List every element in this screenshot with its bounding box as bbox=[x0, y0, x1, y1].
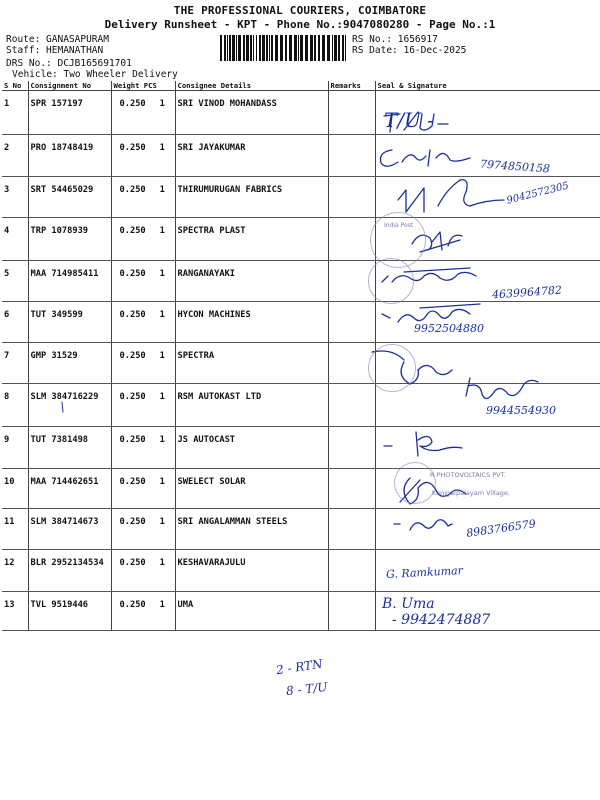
cell-sno: 8 bbox=[2, 384, 28, 427]
pcs-value: 1 bbox=[159, 517, 165, 527]
weight-value: 0.250 bbox=[119, 517, 146, 527]
cell-consignee: SRI ANGALAMMAN STEELS bbox=[175, 509, 328, 550]
pcs-value: 1 bbox=[159, 143, 165, 153]
weight-value: 0.250 bbox=[119, 99, 146, 109]
cell-consignment: PRO 18748419 bbox=[28, 135, 111, 177]
signature-row3 bbox=[398, 180, 504, 212]
signature-row8 bbox=[466, 378, 538, 399]
cell-consignment: BLR 2952134534 bbox=[28, 550, 111, 592]
round-stamp-row7 bbox=[368, 344, 416, 392]
pcs-value: 1 bbox=[159, 477, 165, 487]
handwritten-name-row12: G. Ramkumar bbox=[385, 563, 464, 582]
cell-consignee: SPECTRA PLAST bbox=[175, 218, 328, 261]
india-post-stamp-text: India Post bbox=[384, 222, 414, 229]
cell-consignment: SLM 384714673 bbox=[28, 509, 111, 550]
cell-sno: 12 bbox=[2, 550, 28, 592]
weight-value: 0.250 bbox=[119, 600, 146, 610]
cell-consignment: MAA 714462651 bbox=[28, 469, 111, 509]
pcs-value: 1 bbox=[159, 310, 165, 320]
pcs-value: 1 bbox=[159, 185, 165, 195]
pcs-value: 1 bbox=[159, 558, 165, 568]
cell-consignee: SPECTRA bbox=[175, 343, 328, 384]
pcs-value: 1 bbox=[159, 99, 165, 109]
weight-value: 0.250 bbox=[119, 558, 146, 568]
cell-sno: 9 bbox=[2, 427, 28, 469]
weight-value: 0.250 bbox=[119, 392, 146, 402]
pcs-value: 1 bbox=[159, 392, 165, 402]
col-header-seal: Seal & Signature bbox=[375, 81, 600, 91]
weight-value: 0.250 bbox=[119, 143, 146, 153]
cell-consignment: TVL 9519446 bbox=[28, 592, 111, 631]
signature-row9 bbox=[384, 432, 462, 456]
cell-sno: 2 bbox=[2, 135, 28, 177]
handwritten-arrow-row8 bbox=[62, 402, 63, 412]
weight-value: 0.250 bbox=[119, 185, 146, 195]
weight-value: 0.250 bbox=[119, 351, 146, 361]
col-header-consignment: Consignment No bbox=[28, 81, 111, 91]
col-header-sno: S No bbox=[2, 81, 28, 91]
rs-number: RS No.: 1656917 bbox=[352, 34, 438, 45]
company-title: THE PROFESSIONAL COURIERS, COIMBATORE bbox=[173, 4, 427, 17]
signature-row11 bbox=[394, 520, 452, 530]
col-header-consignee: Consignee Details bbox=[175, 81, 328, 91]
cell-consignee: THIRUMURUGAN FABRICS bbox=[175, 177, 328, 218]
round-stamp-row5 bbox=[368, 258, 414, 304]
weight-value: 0.250 bbox=[119, 269, 146, 279]
cell-sno: 7 bbox=[2, 343, 28, 384]
handwritten-phone-row8: 9944554930 bbox=[486, 404, 556, 417]
col-header-remarks: Remarks bbox=[328, 81, 375, 91]
weight-value: 0.250 bbox=[119, 435, 146, 445]
cell-consignment: MAA 714985411 bbox=[28, 261, 111, 302]
handwritten-phone-row6: 9952504880 bbox=[414, 322, 484, 335]
cell-consignment: GMP 31529 bbox=[28, 343, 111, 384]
cell-sno: 5 bbox=[2, 261, 28, 302]
cell-consignment: TUT 7381498 bbox=[28, 427, 111, 469]
signature-row6 bbox=[382, 304, 480, 322]
cell-consignment: SLM 384716229 bbox=[28, 384, 111, 427]
handwritten-phone-row2: 7974850158 bbox=[479, 157, 551, 176]
cell-consignee: KESHAVARAJULU bbox=[175, 550, 328, 592]
weight-value: 0.250 bbox=[119, 226, 146, 236]
handwritten-rtn-note: 2 - RTN bbox=[275, 656, 324, 678]
runsheet-subtitle: Delivery Runsheet - KPT - Phone No.:9047080280 - Page No.:1 bbox=[104, 18, 496, 31]
handwritten-phone-row3: 9042572305 bbox=[505, 180, 571, 207]
weight-value: 0.250 bbox=[119, 310, 146, 320]
handwritten-phone-row13: - 9942474887 bbox=[392, 612, 491, 628]
pcs-value: 1 bbox=[159, 226, 165, 236]
cell-sno: 10 bbox=[2, 469, 28, 509]
pcs-value: 1 bbox=[159, 351, 165, 361]
route-label: Route: GANASAPURAM bbox=[6, 34, 109, 45]
drs-number: DRS No.: DCJB165691701 bbox=[6, 58, 132, 69]
cell-sno: 13 bbox=[2, 592, 28, 631]
cell-sno: 4 bbox=[2, 218, 28, 261]
company-seal-row10 bbox=[394, 462, 436, 504]
cell-consignee: HYCON MACHINES bbox=[175, 302, 328, 343]
cell-consignee: SRI VINOD MOHANDASS bbox=[175, 91, 328, 135]
cell-consignment: SPR 157197 bbox=[28, 91, 111, 135]
pcs-value: 1 bbox=[159, 435, 165, 445]
handwritten-name-row13: B. Uma bbox=[382, 596, 435, 612]
vehicle-label: Vehicle: Two Wheeler Delivery bbox=[12, 69, 178, 80]
company-seal-text-2: Kanigaipalayam Village, bbox=[432, 489, 510, 497]
cell-sno: 3 bbox=[2, 177, 28, 218]
cell-consignee: RANGANAYAKI bbox=[175, 261, 328, 302]
cell-consignee: JS AUTOCAST bbox=[175, 427, 328, 469]
cell-consignment: TRP 1078939 bbox=[28, 218, 111, 261]
cell-consignment: TUT 349599 bbox=[28, 302, 111, 343]
cell-consignment: SRT 54465029 bbox=[28, 177, 111, 218]
col-header-weight-pcs: Weight PCS bbox=[111, 81, 175, 91]
cell-consignee: RSM AUTOKAST LTD bbox=[175, 384, 328, 427]
rs-date: RS Date: 16-Dec-2025 bbox=[352, 45, 467, 56]
cell-sno: 1 bbox=[2, 91, 28, 135]
pcs-value: 1 bbox=[159, 600, 165, 610]
cell-consignee: SRI JAYAKUMAR bbox=[175, 135, 328, 177]
signature-row2 bbox=[380, 150, 470, 166]
weight-value: 0.250 bbox=[119, 477, 146, 487]
handwritten-tu-row1: T/U - bbox=[384, 108, 435, 132]
pcs-value: 1 bbox=[159, 269, 165, 279]
cell-sno: 11 bbox=[2, 509, 28, 550]
cell-consignee: UMA bbox=[175, 592, 328, 631]
company-seal-text-1: R PHOTOVOLTAICS PVT. bbox=[430, 471, 506, 479]
handwritten-tu-note: 8 - T/U bbox=[285, 679, 329, 699]
handwritten-phone-row5: 4639964782 bbox=[491, 283, 563, 302]
handwritten-phone-row11: 8983766579 bbox=[465, 517, 537, 540]
staff-label: Staff: HEMANATHAN bbox=[6, 45, 104, 56]
cell-sno: 6 bbox=[2, 302, 28, 343]
cell-consignee: SWELECT SOLAR bbox=[175, 469, 328, 509]
